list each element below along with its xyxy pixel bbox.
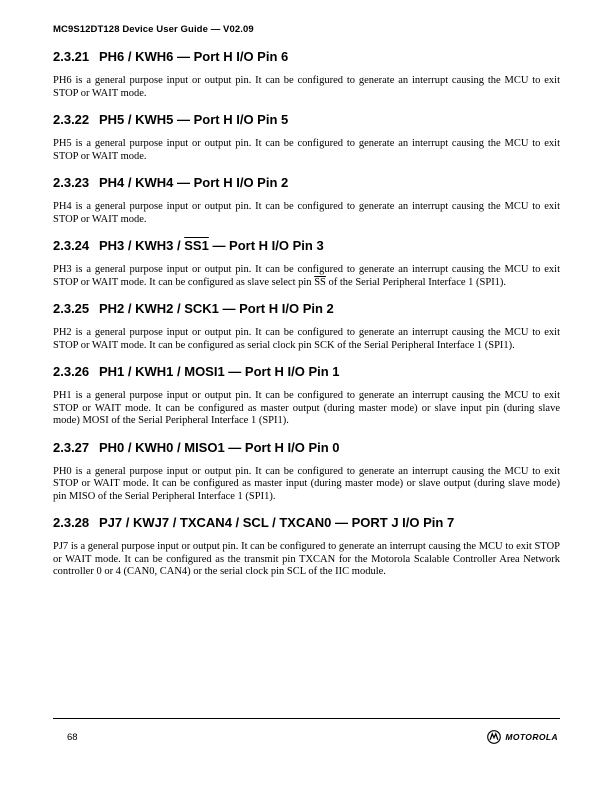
section-body: PH4 is a general purpose input or output pin. It can be configured to generate an interrupt causing the MCU to exit STOP or WAIT mode.: [53, 201, 560, 225]
sections: [53, 48, 560, 590]
section-title: PH6 / KWH6 — Port H I/O Pin 6: [99, 49, 289, 64]
section-number: 2.3.25: [53, 301, 90, 316]
section: [53, 300, 560, 352]
brand: [487, 730, 558, 744]
section-title: PH3 / KWH3 /: [99, 238, 185, 253]
section-number: 2.3.23: [53, 175, 90, 190]
section-title: PH2 / KWH2 / SCK1 — Port H I/O Pin 2: [99, 301, 334, 316]
section-title: PH4 / KWH4 — Port H I/O Pin 2: [99, 175, 289, 190]
running-header: MC9S12DT128 Device User Guide — V02.09: [53, 24, 254, 35]
section: [53, 439, 560, 504]
section: [53, 111, 560, 163]
section-number: 2.3.27: [53, 439, 90, 455]
section-number: 2.3.22: [53, 112, 90, 127]
section-heading: [53, 514, 560, 532]
page-number: 68: [67, 732, 78, 743]
section: [53, 237, 560, 289]
section: [53, 514, 560, 579]
section-body: PJ7 is a general purpose input or output pin. It can be configured to generate an interrupt causing the MCU to exit STOP or WAIT mode. It can be configured as the transmit pin TXCAN for the Motorola Scalable Controller Area Network controller 0 or 4 (CAN0, CAN4) or the serial clock pin SCL of the IIC module.: [53, 541, 560, 577]
section-heading: [53, 111, 560, 129]
section-heading: [53, 300, 560, 318]
footer-rule: [53, 718, 560, 719]
section-number: 2.3.28: [53, 515, 90, 530]
brand-name: MOTOROLA: [505, 732, 558, 742]
section-title: PH5 / KWH5 — Port H I/O Pin 5: [99, 112, 289, 127]
section-body: [53, 264, 560, 289]
section-body: PH1 is a general purpose input or output pin. It can be configured to generate an interrupt causing the MCU to exit STOP or WAIT mode. It can be configured as master output (during master mode) or slave input pin (during slave mode) MOSI of the Serial Peripheral Interface 1 (SPI1).: [53, 390, 560, 426]
section-number: 2.3.26: [53, 364, 90, 379]
section: [53, 363, 560, 428]
section-title: PJ7 / KWJ7 / TXCAN4 / SCL / TXCAN0 — PORT J I/O Pin 7: [99, 515, 455, 530]
section-body: PH0 is a general purpose input or output pin. It can be configured to generate an interrupt causing the MCU to exit STOP or WAIT mode. It can be configured as master input (during master mode) or slave output (during slave mode) pin MISO of the Serial Peripheral Interface 1 (SPI1).: [53, 465, 560, 502]
section-heading: [53, 48, 560, 66]
section-body: PH6 is a general purpose input or output pin. It can be configured to generate an interrupt causing the MCU to exit STOP or WAIT mode.: [53, 75, 560, 99]
section-heading: [53, 237, 560, 255]
section-heading: [53, 439, 560, 457]
section-body: PH5 is a general purpose input or output pin. It can be configured to generate an interrupt causing the MCU to exit STOP or WAIT mode.: [53, 138, 560, 162]
section-title: PH0 / KWH0 / MISO1 — Port H I/O Pin 0: [99, 439, 340, 455]
body-text-overline: $\overline{SS}$: [314, 276, 326, 288]
body-text: of the Serial Peripheral Interface 1 (SPI1).: [325, 276, 507, 288]
section-number: 2.3.24: [53, 238, 90, 253]
section-title: — Port H I/O Pin 3: [208, 238, 324, 253]
motorola-logo-icon: [487, 730, 501, 744]
section-title: PH1 / KWH1 / MOSI1 — Port H I/O Pin 1: [99, 364, 340, 379]
section-number: 2.3.21: [53, 49, 90, 64]
section: [53, 48, 560, 100]
body-text: PH3 is a general purpose input or output pin. It can be configured to generate an interrupt causing the MCU to exit STOP or WAIT mode. It can be configured as slave select pin: [53, 264, 560, 288]
section-heading: [53, 174, 560, 192]
section: [53, 174, 560, 226]
section-body: PH2 is a general purpose input or output pin. It can be configured to generate an interrupt causing the MCU to exit STOP or WAIT mode. It can be configured as serial clock pin SCK of the Serial Peripheral Interface 1 (SPI1).: [53, 327, 560, 351]
section-heading: [53, 363, 560, 381]
section-title-overline: SS1: [184, 238, 209, 253]
